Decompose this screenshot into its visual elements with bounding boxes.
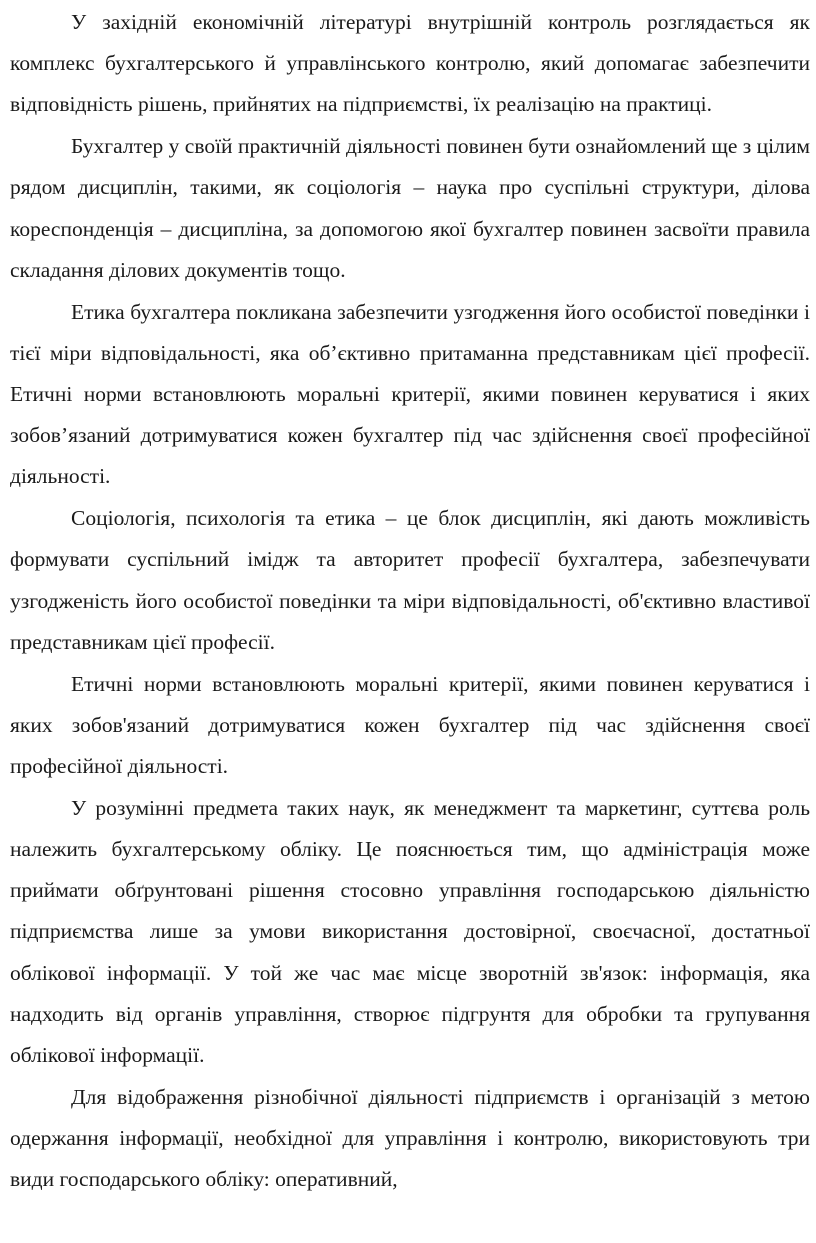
document-page <box>10 2 810 1201</box>
paragraph-sociology-psychology-ethics: Соціологія, психологія та етика – це блок дисциплін, які дають можливість формувати суспільний імідж та авторитет професії бухгалтера, забезпечувати узгодженість його особистої поведінки та міри відповідальності, об'єктивно властивої представникам цієї професії. <box>10 506 810 654</box>
paragraph-accounting-types: Для відображення різнобічної діяльності підприємств і організацій з метою одержання інформації, необхідної для управління і контролю, використовують три види господарського обліку: оперативний, <box>10 1084 810 1192</box>
paragraph-accountant-disciplines: Бухгалтер у своїй практичній діяльності повинен бути ознайомлений ще з цілим рядом дисциплін, такими, як соціологія – наука про суспільні структури, ділова кореспонденція – дисципліна, за допомогою якої бухгалтер повинен засвоїти правила складання ділових документів тощо. <box>10 134 810 282</box>
paragraph-ethical-norms: Етичні норми встановлюють моральні критерії, якими повинен керуватися і яких зобов'язаний дотримуватися кожен бухгалтер під час здійснення своєї професійної діяльності. <box>10 671 810 779</box>
paragraph-management-marketing: У розумінні предмета таких наук, як менеджмент та маркетинг, суттєва роль належить бухгалтерському обліку. Це пояснюється тим, що адміністрація може приймати обґрунтовані рішення стосовно управління господарською діяльністю підприємства лише за умови використання достовірної, своєчасної, достатньої облікової інформації. У той же час має місце зворотній зв'язок: інформація, яка надходить від органів управління, створює підгрунтя для обробки та групування облікової інформації. <box>10 795 810 1068</box>
paragraph-internal-control: У західній економічній літературі внутрішній контроль розглядається як комплекс бухгалтерського й управлінського контролю, який допомагає забезпечити відповідність рішень, прийнятих на підприємстві, їх реалізацію на практиці. <box>10 10 810 117</box>
paragraph-accountant-ethics: Етика бухгалтера покликана забезпечити узгодження його особистої поведінки і тієї міри відповідальності, яка об’єктивно притаманна представникам цієї професії. Етичні норми встановлюють моральні критерії, якими повинен керуватися і яких зобов’язаний дотримуватися кожен бухгалтер під час здійснення своєї професійної діяльності. <box>10 299 810 489</box>
